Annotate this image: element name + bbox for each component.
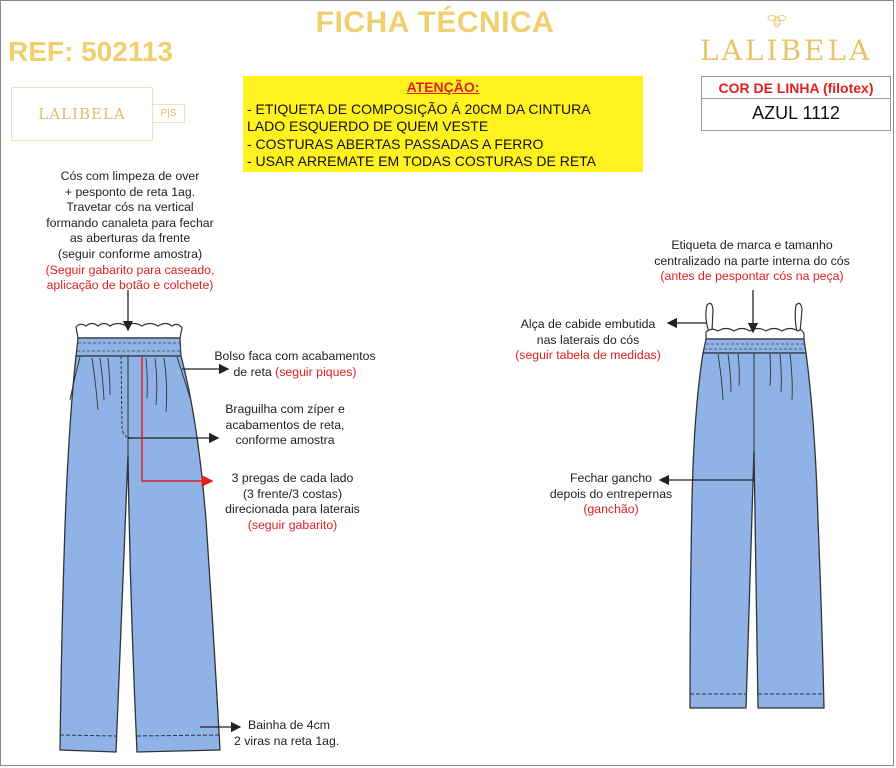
note-waistband: Cós com limpeza de over + pesponto de reta 1ag. Travetar cós na vertical formando canaleta para fechar as aberturas da frente (seguir conforme amostra) (Seguir gabarito para caseado, aplicação de botão e colchete)	[45, 169, 215, 293]
sheet-title: FICHA TÉCNICA	[315, 6, 555, 39]
note-crotch: Fechar gancho depois do entrepernas (ganchão)	[549, 471, 673, 517]
note-hanger: Alça de cabide embutida nas laterais do cós (seguir tabela de medidas)	[515, 317, 661, 363]
front-waist-ruffle	[76, 324, 182, 339]
front-waistband	[76, 338, 181, 356]
attention-line: - COSTURAS ABERTAS PASSADAS A FERRO	[247, 136, 544, 152]
note-pleats: 3 pregas de cada lado (3 frente/3 costas) direcionada para laterais (seguir gabarito)	[225, 471, 360, 532]
attention-line: - ETIQUETA DE COMPOSIÇÃO Á 20CM DA CINTURA	[247, 101, 591, 117]
reference-code: REF: 502113	[8, 36, 173, 67]
front-pants-drawing	[60, 324, 220, 753]
note-fly: Braguilha com zíper e acabamentos de reta, conforme amostra	[225, 402, 345, 448]
back-legs	[690, 353, 824, 708]
attention-line: - USAR ARREMATE EM TODAS COSTURAS DE RETA	[247, 153, 597, 169]
thread-color-title: COR DE LINHA (filotex)	[718, 80, 874, 96]
note-pocket: Bolso faca com acabamentos de reta (seguir piques)	[214, 349, 376, 379]
brand-name: LALIBELA	[700, 34, 873, 67]
front-legs	[60, 356, 220, 752]
back-waistband	[703, 339, 806, 353]
note-hem: Bainha de 4cm 2 viras na reta 1ag.	[234, 718, 340, 748]
back-pants-drawing	[690, 303, 824, 708]
hanger-loop-left	[706, 303, 713, 332]
hanger-loop-right	[795, 303, 802, 332]
attention-line: LADO ESQUERDO DE QUEM VESTE	[247, 118, 489, 134]
logo-text: LALIBELA	[38, 105, 126, 123]
size-label: P|S	[152, 104, 185, 123]
thread-color-value: AZUL 1112	[752, 103, 840, 123]
note-label: Etiqueta de marca e tamanho centralizado na parte interna do cós (antes de pespontar cós na peça)	[654, 238, 850, 284]
attention-title: ATENÇÃO:	[406, 79, 480, 95]
